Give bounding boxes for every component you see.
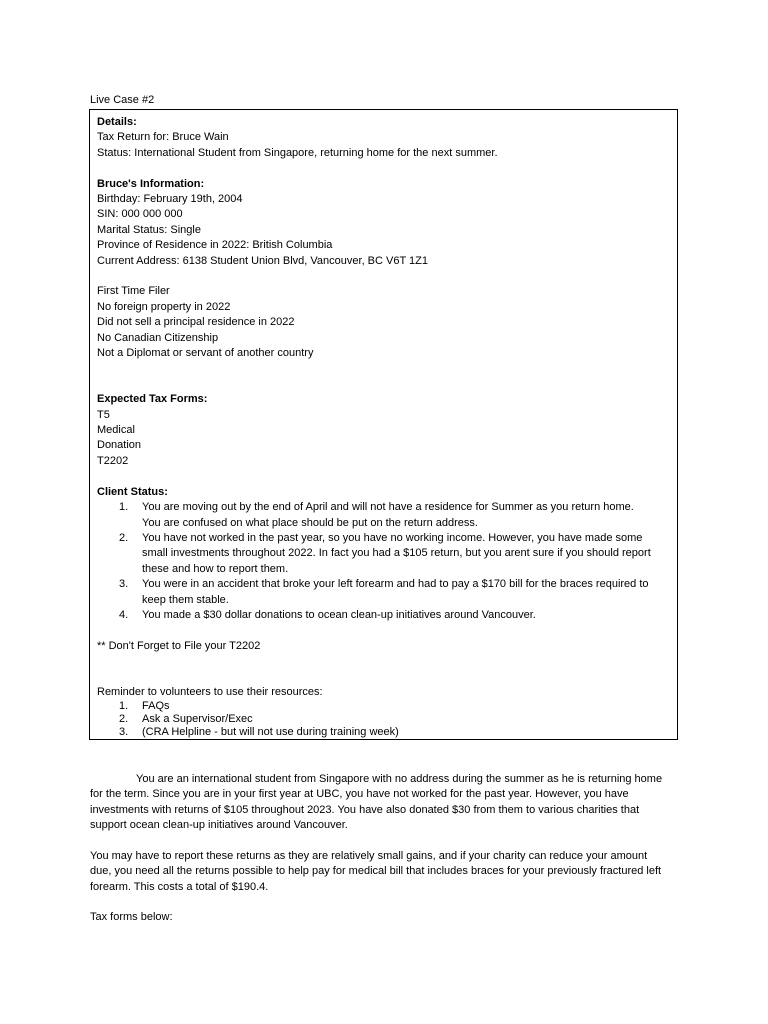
page-title: Live Case #2 (90, 94, 155, 106)
t2202-note: ** Don't Forget to File your T2202 (97, 639, 261, 652)
list-item: 1. FAQs (119, 700, 170, 713)
details-heading: Details: (97, 116, 137, 128)
flag-citizenship: No Canadian Citizenship (97, 331, 219, 344)
info-address: Current Address: 6138 Student Union Blvd, Vancouver, BC V6T 1Z1 (97, 254, 429, 267)
client-status-heading: Client Status: (97, 485, 168, 498)
list-item: 2. Ask a Supervisor/Exec (119, 712, 253, 725)
list-item: 1. You are moving out by the end of April and will not have a residence for Summer as you return home. You are confused on what place should be put on the return address. (119, 501, 634, 529)
paragraph-summary: You are an international student from Singapore with no address during the summer as he is returning home for the term. Since you are in your first year at UBC, you have not worked for the past year. However, you have investments with returns of $105 throughout 2023. You have also donated $30 from them to various charities that support ocean clean-up initiatives around Vancouver. (90, 773, 663, 832)
info-marital-status: Marital Status: Single (97, 223, 201, 236)
flag-principal-residence: Did not sell a principal residence in 2022 (97, 316, 295, 329)
list-item: 4. You made a $30 dollar donations to ocean clean-up initiatives around Vancouver. (119, 608, 536, 621)
flag-diplomat: Not a Diplomat or servant of another country (97, 347, 314, 360)
forms-heading: Expected Tax Forms: (97, 393, 208, 406)
flag-foreign-property: No foreign property in 2022 (97, 300, 231, 313)
list-item: 2. You have not worked in the past year, so you have no working income. However, you have made some small investments throughout 2022. In fact you had a $105 return, but you arent sure if you should report these and how to report them. (119, 531, 651, 575)
reminder-heading: Reminder to volunteers to use their resources: (97, 685, 323, 698)
status-line: Status: International Student from Singapore, returning home for the next summer. (97, 146, 498, 159)
client-status-list (97, 500, 671, 623)
reminder-list (97, 700, 671, 738)
paragraph-reporting: You may have to report these returns as they are relatively small gains, and if your charity can reduce your amount due, you need all the returns possible to help pay for medical bill that includes braces for your previously fractured left forearm. This costs a total of $190.4. (90, 850, 662, 893)
list-item: 3. (CRA Helpline - but will not use during training week) (119, 725, 399, 738)
form-item: Donation (97, 439, 142, 452)
tax-return-for: Tax Return for: Bruce Wain (97, 131, 229, 144)
info-heading: Bruce's Information: (97, 177, 205, 190)
list-item: 3. You were in an accident that broke your left forearm and had to pay a $170 bill for the braces required to keep them stable. (119, 578, 649, 606)
tax-forms-below: Tax forms below: (90, 911, 173, 923)
info-province: Province of Residence in 2022: British Columbia (97, 239, 333, 252)
flag-first-time-filer: First Time Filer (97, 285, 170, 298)
form-item: T5 (97, 408, 110, 421)
info-birthday: Birthday: February 19th, 2004 (97, 193, 243, 206)
info-sin: SIN: 000 000 000 (97, 208, 183, 221)
form-item: Medical (97, 424, 135, 437)
form-item: T2202 (97, 454, 129, 467)
case-details-box (89, 109, 678, 740)
